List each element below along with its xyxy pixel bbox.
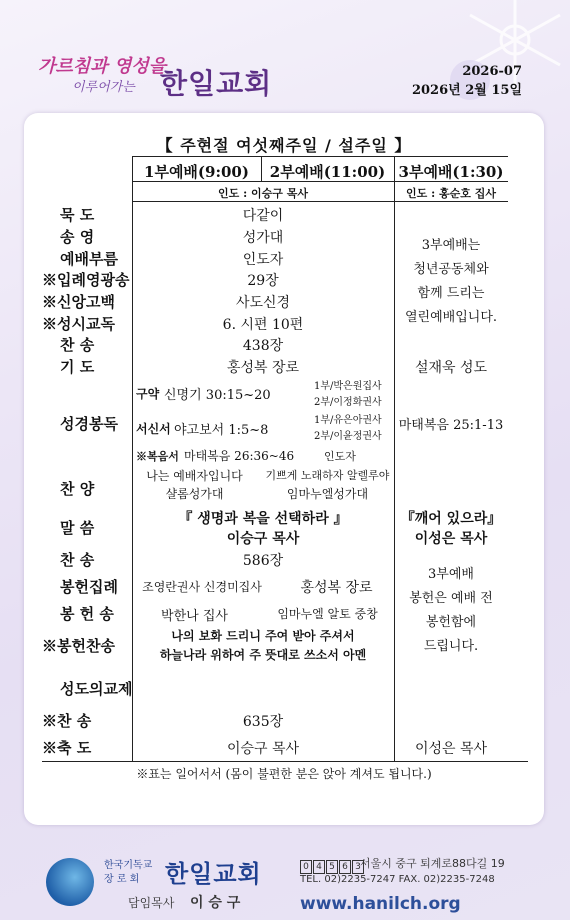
service-1-header: 1부예배(9:00) [144,163,249,181]
value-chansong-1: 438장 [242,338,284,354]
footer [0,840,570,920]
value-ipdang: 29장 [247,273,279,289]
leader-3: 인도 : 홍순호 집사 [406,187,496,200]
label-chansong-1: 찬 송 [60,336,95,354]
pastor-name: 이 승 구 [190,895,241,911]
leader-1-2: 인도 : 이승구 목사 [218,187,308,200]
anthem-2-title: 기쁘게 노래하자 알렐루야 [265,469,390,482]
value-songyeong: 성가대 [242,230,284,246]
label-anthem: 찬 양 [60,480,95,498]
label-bible: 성경봉독 [60,415,118,433]
pastor-label: 담임목사 [128,896,175,910]
third-offering-2: 봉헌은 예배 전 [409,591,493,606]
table-leader-line [132,201,508,202]
issue-info [412,62,522,100]
epistle-ref: 야고보서 1:5~8 [174,423,269,438]
ot-reader-2: 2부/이정화권사 [314,397,382,408]
label-mukdo: 묵 도 [60,206,95,224]
third-offering-3: 봉헌함에 [425,615,477,630]
third-note-3: 함께 드리는 [417,286,485,301]
offering-hymn-line-2: 하늘나라 위하여 주 뜻대로 쓰소서 아멘 [159,648,367,662]
gospel-tag: ※복음서 [136,450,179,463]
label-yebebureum: 예배부름 [60,250,118,268]
third-preacher: 이성은 목사 [414,531,488,547]
slogan [38,52,166,102]
table-bottom-line [42,761,528,762]
third-benediction: 이성은 목사 [414,741,488,757]
phone-fax: TEL. 02)2235-7247 FAX. 02)2235-7248 [300,874,495,885]
third-note-2: 청년공동체와 [413,262,489,277]
offering-hymn-line-1: 나의 보화 드리니 주여 받아 주셔서 [171,629,355,643]
slogan-top: 가르침과 영성을 [38,56,166,77]
third-offering-1: 3부예배 [428,567,474,582]
offering-prayer-left: 조영란권사 신경미집사 [142,580,262,594]
value-chansong-3: 635장 [242,714,284,730]
label-offering-prayer: 봉헌집례 [60,578,118,596]
label-songyeong: 송 영 [60,228,95,246]
label-ipdang: ※입례영광송 [42,271,130,289]
footer-church-name: 한일교회 [165,860,262,888]
service-2-header: 2부예배(11:00) [269,163,386,181]
anthem-2-choir: 임마누엘성가대 [286,487,369,501]
label-seongsi: ※성시교독 [42,315,115,333]
church-logo-icon [46,858,94,906]
label-sermon: 말 씀 [60,519,95,537]
denomination-2: 장 로 회 [104,874,140,885]
ot-reader-1: 1부/박은원집사 [314,381,382,392]
website-link[interactable]: www.hanilch.org [300,894,461,914]
zip-code [300,854,365,874]
label-chansong-3: ※찬 송 [42,712,92,730]
offering-song-right: 임마누엘 알토 중창 [277,607,378,621]
third-sermon-title: 『깨어 있으라』 [400,511,502,527]
church-title: 한일교회 [160,67,273,100]
value-chukdo: 이승구 목사 [226,741,300,757]
standing-note: ※표는 일어서서 (몸이 불편한 분은 앉아 계셔도 됩니다.) [136,767,432,781]
ot-ref: 신명기 30:15~20 [164,388,271,403]
service-3-header: 3부예배(1:30) [398,163,504,181]
zip-digit: 0 [300,860,312,874]
gospel-reader: 인도자 [324,450,356,463]
ep-reader-1: 1부/유은아권사 [314,415,382,426]
ep-reader-2: 2부/이윤정권사 [314,431,382,442]
table-top-line [132,156,508,157]
value-seongsi: 6. 시편 10편 [222,317,304,333]
label-fellowship: 성도의교제 [60,680,133,698]
value-mukdo: 다같이 [242,208,284,224]
issue-date: 2026년 2월 15일 [411,83,522,98]
anthem-1-title: 나는 예배자입니다 [146,469,243,483]
anthem-1-choir: 샬롬성가대 [165,487,224,501]
third-offering-4: 드립니다. [423,639,479,654]
label-offering-song: 봉 헌 송 [60,605,114,623]
ot-tag: 구약 [136,387,160,401]
slogan-bottom: 이루어가는 [72,80,135,95]
epistle-tag: 서신서 [136,422,171,436]
offering-song-left: 박한나 집사 [161,609,228,624]
zip-digit: 3 [352,860,364,874]
value-singang: 사도신경 [235,295,291,311]
order-of-worship-card [24,113,544,825]
value-yebebureum: 인도자 [242,252,284,268]
label-chukdo: ※축 도 [42,739,92,757]
value-gido: 홍성복 장로 [226,360,300,376]
denomination-1: 한국기독교 [104,860,153,871]
zip-digit: 5 [326,860,338,874]
third-note-4: 열린예배입니다. [404,310,498,325]
zip-digit: 4 [313,860,325,874]
label-offering-hymn: ※봉헌찬송 [42,637,115,655]
address: 서울시 중구 퇴계로88다길 19 [360,857,505,870]
offering-prayer-right: 홍성복 장로 [300,580,373,596]
gospel-ref: 마태복음 26:36~46 [184,449,295,463]
service-title: 【 주현절 여섯째주일 / 설주일 】 [156,136,412,155]
value-chansong-2: 586장 [242,553,284,569]
sermon-title: 『 생명과 복을 선택하라 』 [178,511,348,527]
label-gido: 기 도 [60,358,95,376]
label-singang: ※신앙고백 [42,293,115,311]
issue-number: 2026-07 [462,64,522,79]
third-bible: 마태복음 25:1-13 [398,418,504,433]
third-prayer: 설재욱 성도 [414,360,488,376]
third-note-1: 3부예배는 [421,238,481,253]
zip-digit: 6 [339,860,351,874]
label-chansong-2: 찬 송 [60,551,95,569]
sermon-preacher: 이승구 목사 [226,531,300,547]
